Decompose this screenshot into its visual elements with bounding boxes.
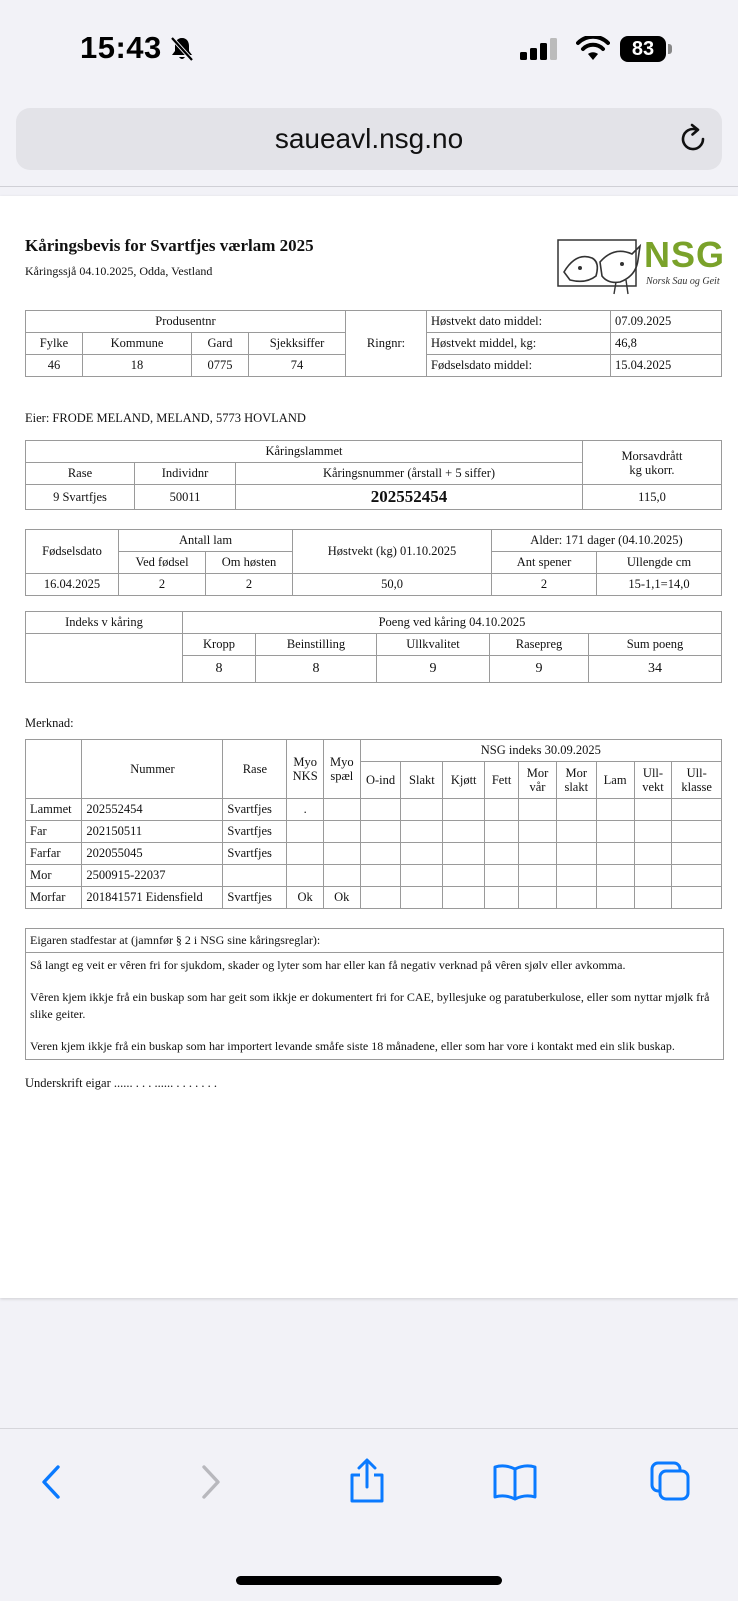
index-col-header (401, 762, 443, 799)
index-value (485, 865, 519, 887)
kommune-value: 18 (83, 355, 192, 377)
index-value (556, 799, 596, 821)
rasepreg-value: 9 (490, 656, 589, 683)
forward-icon[interactable] (184, 1457, 234, 1507)
index-value (519, 799, 557, 821)
index-value (401, 821, 443, 843)
index-value (485, 821, 519, 843)
index-value (360, 799, 401, 821)
pedigree-nks (287, 865, 324, 887)
index-value (443, 865, 485, 887)
col-gard: Gard (192, 333, 249, 355)
wifi-icon (576, 36, 610, 62)
ant-spener-value: 2 (492, 574, 597, 596)
alder-label: Alder: 171 dager (04.10.2025) (492, 530, 722, 552)
index-value (634, 843, 672, 865)
index-value (401, 799, 443, 821)
myo-nks-header (287, 740, 324, 799)
index-col-label: Ull- (686, 766, 707, 780)
index-value (634, 887, 672, 909)
col-beinstilling: Beinstilling (256, 634, 377, 656)
myo-spael-header (324, 740, 361, 799)
index-value (672, 843, 722, 865)
bookmarks-icon[interactable] (490, 1457, 540, 1507)
owner-line: Eier: FRODE MELAND, MELAND, 5773 HOVLAND (25, 411, 306, 425)
myo-spael-line2: spæl (330, 769, 354, 783)
pedigree-nks (287, 821, 324, 843)
pedigree-spael (324, 865, 361, 887)
index-value (519, 865, 557, 887)
index-value (485, 799, 519, 821)
stat-label: Høstvekt middel, kg: (427, 333, 611, 355)
divider (0, 186, 738, 187)
col-ullkvalitet: Ullkvalitet (377, 634, 490, 656)
col-fylke: Fylke (26, 333, 83, 355)
index-col-label: Ull- (642, 766, 664, 780)
index-col-label: Mor (565, 766, 588, 780)
scores-table (25, 611, 722, 683)
index-value (443, 821, 485, 843)
index-col-header (556, 762, 596, 799)
myo-nks-line2: NKS (292, 769, 318, 783)
pedigree-role: Farfar (26, 843, 82, 865)
index-value (634, 821, 672, 843)
birth-table (25, 529, 722, 596)
index-col-header (672, 762, 722, 799)
pedigree-rase: Svartfjes (223, 821, 287, 843)
pedigree-role: Lammet (26, 799, 82, 821)
index-value (556, 865, 596, 887)
index-value (519, 887, 557, 909)
pedigree-nummer: 2500915-22037 (82, 865, 223, 887)
sheep-goat-icon (556, 232, 646, 296)
pedigree-nummer: 202150511 (82, 821, 223, 843)
om-hosten-label: Om høsten (206, 552, 293, 574)
merknad-label: Merknad: (25, 716, 74, 730)
index-col-label: Fett (491, 773, 512, 787)
ullengde-label: Ullengde cm (597, 552, 722, 574)
index-value (556, 821, 596, 843)
pedigree-role: Far (26, 821, 82, 843)
index-value (556, 843, 596, 865)
ved-fodsel-label: Ved fødsel (119, 552, 206, 574)
mors-header (583, 441, 722, 485)
index-col-header (596, 762, 634, 799)
index-col-label: slakt (564, 780, 589, 794)
pedigree-table (25, 739, 722, 909)
index-value (519, 843, 557, 865)
mors-value: 115,0 (583, 485, 722, 510)
index-value (634, 799, 672, 821)
antall-lam-label: Antall lam (119, 530, 293, 552)
pedigree-spael: Ok (324, 887, 361, 909)
mute-bell-icon (170, 36, 194, 62)
stat-value: 46,8 (611, 333, 722, 355)
col-kropp: Kropp (183, 634, 256, 656)
battery-icon: 83 (620, 36, 666, 62)
status-time: 15:43 (80, 30, 162, 65)
index-value (485, 843, 519, 865)
mors-header-line1: Morsavdrått (621, 448, 683, 463)
index-col-label: vår (529, 780, 546, 794)
ringnr-label: Ringnr: (346, 311, 427, 377)
pedigree-spael (324, 799, 361, 821)
cellular-signal-icon (520, 38, 560, 60)
index-value (360, 843, 401, 865)
index-col-label: vekt (642, 780, 664, 794)
myo-nks-line1: Myo (293, 755, 317, 769)
pedigree-role: Morfar (26, 887, 82, 909)
pedigree-rase (223, 865, 287, 887)
index-value (360, 821, 401, 843)
sjekksiffer-value: 74 (249, 355, 346, 377)
index-col-header (443, 762, 485, 799)
mors-header-line2: kg ukorr. (629, 462, 675, 477)
pedigree-rase: Svartfjes (223, 887, 287, 909)
table-row (26, 887, 722, 909)
index-value (672, 887, 722, 909)
home-indicator (236, 1576, 502, 1585)
table-row (26, 843, 722, 865)
stat-value: 15.04.2025 (611, 355, 722, 377)
index-col-label: Lam (603, 773, 627, 787)
pedigree-nummer: 202055045 (82, 843, 223, 865)
gard-value: 0775 (192, 355, 249, 377)
fodselsdato-label: Fødselsdato (26, 530, 119, 574)
table-row (26, 865, 722, 887)
declaration-box (25, 928, 724, 1060)
declaration-body (26, 953, 723, 1059)
col-karingsnummer: Kåringsnummer (årstall + 5 siffer) (236, 463, 583, 485)
pedigree-spael (324, 821, 361, 843)
pedigree-nks (287, 843, 324, 865)
fodselsdato-value: 16.04.2025 (26, 574, 119, 596)
ullkvalitet-value: 9 (377, 656, 490, 683)
back-icon[interactable] (28, 1457, 78, 1507)
index-col-header (519, 762, 557, 799)
ullengde-value: 15-1,1=14,0 (597, 574, 722, 596)
page-subtitle: Kåringssjå 04.10.2025, Odda, Vestland (25, 264, 213, 278)
hostvekt-value: 50,0 (293, 574, 492, 596)
declaration-paragraph: Vêren kjem ikkje frå ein buskap som har geit som ikkje er dokumentert fri for CAE, byllesjuke og paratuberkulose, eller som nyttar mjølk frå slike geiter. (30, 990, 710, 1021)
nsg-index-header: NSG indeks 30.09.2025 (360, 740, 721, 762)
index-value (401, 865, 443, 887)
pedigree-rase: Svartfjes (223, 843, 287, 865)
producer-table (25, 310, 722, 377)
index-col-label: klasse (681, 780, 712, 794)
index-col-label: Kjøtt (450, 773, 477, 787)
pedigree-nummer: 202552454 (82, 799, 223, 821)
index-value (672, 799, 722, 821)
index-col-label: Mor (526, 766, 549, 780)
index-value (443, 843, 485, 865)
index-value (401, 887, 443, 909)
document-page (0, 196, 738, 1298)
index-value (596, 865, 634, 887)
role-header (26, 740, 82, 799)
lamb-table (25, 440, 722, 510)
page-title: Kåringsbevis for Svartfjes værlam 2025 (25, 236, 314, 255)
status-bar (0, 0, 738, 100)
index-col-header (360, 762, 401, 799)
hostvekt-label: Høstvekt (kg) 01.10.2025 (293, 530, 492, 574)
declaration-paragraph: Så langt eg veit er vêren fri for sjukdom, skader og lyter som har eller kan få negativ verknad på vêren sjølv eller avkomma. (30, 958, 626, 972)
table-row (26, 821, 722, 843)
beinstilling-value: 8 (256, 656, 377, 683)
pedigree-spael (324, 843, 361, 865)
om-hosten-value: 2 (206, 574, 293, 596)
declaration-header: Eigaren stadfestar at (jamnfør § 2 i NSG sine kåringsreglar): (26, 929, 723, 953)
stat-label: Høstvekt dato middel: (427, 311, 611, 333)
pedigree-nummer: 201841571 Eidensfield (82, 887, 223, 909)
pedigree-body (26, 799, 722, 909)
stat-value: 07.09.2025 (611, 311, 722, 333)
index-value (596, 843, 634, 865)
ved-fodsel-value: 2 (119, 574, 206, 596)
table-row (26, 799, 722, 821)
index-value (596, 887, 634, 909)
col-sjekksiffer: Sjekksiffer (249, 333, 346, 355)
index-value (519, 821, 557, 843)
sum-poeng-value: 34 (589, 656, 722, 683)
ant-spener-label: Ant spener (492, 552, 597, 574)
index-value (401, 843, 443, 865)
col-rase: Rase (26, 463, 135, 485)
share-icon[interactable] (342, 1457, 392, 1507)
rase-header: Rase (223, 740, 287, 799)
producer-header: Produsentnr (26, 311, 346, 333)
rase-value: 9 Svartfjes (26, 485, 135, 510)
address-bar[interactable] (16, 108, 722, 170)
index-value (672, 865, 722, 887)
lamb-header: Kåringslammet (26, 441, 583, 463)
individnr-value: 50011 (135, 485, 236, 510)
pedigree-nks: . (287, 799, 324, 821)
declaration-paragraph: Veren kjem ikkje frå ein buskap som har importert levande småfe siste 18 månadene, eller som har vore i kontakt med ein slik buskap. (30, 1039, 675, 1053)
index-col-header (485, 762, 519, 799)
nsg-logo (556, 232, 726, 296)
karingsnummer-value: 202552454 (236, 485, 583, 510)
pedigree-nks: Ok (287, 887, 324, 909)
index-value (634, 865, 672, 887)
stat-label: Fødselsdato middel: (427, 355, 611, 377)
col-rasepreg: Rasepreg (490, 634, 589, 656)
index-value (596, 799, 634, 821)
index-value (672, 821, 722, 843)
col-individnr: Individnr (135, 463, 236, 485)
battery-tip (668, 44, 672, 54)
index-value (443, 799, 485, 821)
index-value (596, 821, 634, 843)
logo-text: NSG (644, 234, 726, 275)
kropp-value: 8 (183, 656, 256, 683)
signature-line: Underskrift eigar ...... . . . ...... . . . . . . . (25, 1076, 217, 1090)
col-kommune: Kommune (83, 333, 192, 355)
index-col-header (634, 762, 672, 799)
index-col-label: Slakt (409, 773, 435, 787)
logo-tagline: Norsk Sau og Geit (646, 276, 720, 287)
pedigree-role: Mor (26, 865, 82, 887)
reload-icon[interactable] (676, 122, 710, 156)
index-value (485, 887, 519, 909)
index-value (360, 865, 401, 887)
index-value (556, 887, 596, 909)
myo-spael-line1: Myo (329, 755, 354, 769)
indeks-value (26, 634, 183, 683)
col-sum-poeng: Sum poeng (589, 634, 722, 656)
nummer-header: Nummer (82, 740, 223, 799)
tabs-icon[interactable] (646, 1457, 696, 1507)
url-text[interactable]: saueavl.nsg.no (274, 123, 464, 154)
index-value (443, 887, 485, 909)
pedigree-rase: Svartfjes (223, 799, 287, 821)
fylke-value: 46 (26, 355, 83, 377)
poeng-label: Poeng ved kåring 04.10.2025 (183, 612, 722, 634)
index-value (360, 887, 401, 909)
index-col-label: O-ind (365, 773, 396, 787)
indeks-label: Indeks v kåring (26, 612, 183, 634)
